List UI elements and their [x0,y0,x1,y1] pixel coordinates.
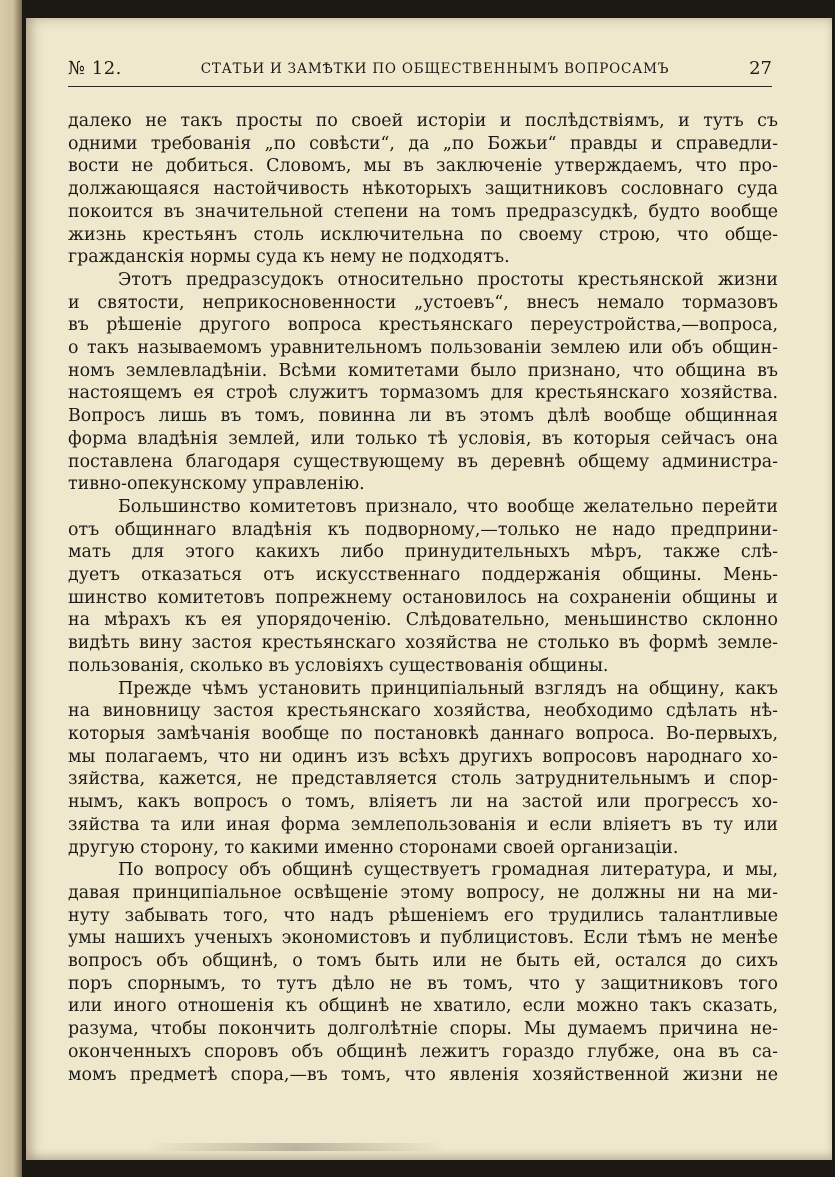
text-line: оконченныхъ споровъ объ общинѣ лежитъ гораздо глубже, она въ са- [68,1041,778,1062]
text-line: тивно-опекунскому управленію. [68,474,365,495]
text-line: мать для этого какихъ либо принудительныхъ мѣръ, также слѣ- [68,542,778,563]
text-line: въ рѣшеніе другого вопроса крестьянскаго переустройства,—вопроса, [68,315,778,336]
text-line: или иного отношенія къ общинѣ не хватило, если можно такъ сказать, [68,996,778,1017]
text-line: жизнь крестьянъ столь исключительна по своему строю, что обще- [68,224,778,245]
text-line: нымъ, какъ вопросъ о томъ, вліяетъ ли на застой или прогрессъ хо- [68,792,778,813]
text-line: нуту забывать того, что надъ рѣшеніемъ его трудились талантливые [68,905,778,926]
text-line: вопросъ объ общинѣ, о томъ быть или не быть ей, остался до сихъ [68,951,778,972]
scan-smudge [146,1143,446,1151]
paragraph-first-line: Этотъ предразсудокъ относительно простоты крестьянской жизни [118,269,778,290]
issue-number: № 12. [68,58,122,79]
page-number: 27 [749,58,772,79]
text-line: зяйства, кажется, не представляется столь затруднительнымъ и спор- [68,769,778,790]
text-line: и святости, неприкосновенности „устоевъ“, внесъ немало тормазовъ [68,292,778,313]
text-line: мы полагаемъ, что ни одинъ изъ всѣхъ другихъ вопросовъ народнаго хо- [68,746,778,767]
running-header [68,58,772,87]
text-line: дуетъ отказаться отъ искусственнаго поддержанія общины. Мень- [68,565,778,586]
text-line: поръ спорнымъ, то тутъ дѣло не въ томъ, что у защитниковъ того [68,973,778,994]
text-line: зяйства та или иная форма землепользованія и если вліяетъ въ ту или [68,814,778,835]
text-line: момъ предметѣ спора,—въ томъ, что явленія хозяйственной жизни не [68,1064,778,1085]
article-body [68,110,778,1086]
paragraph-first-line: По вопросу объ общинѣ существуетъ громадная литература, и мы, [118,860,778,881]
text-line: номъ землевладѣніи. Всѣми комитетами было признано, что община въ [68,360,778,381]
text-line: которыя замѣчанія вообще по постановкѣ даннаго вопроса. Во-первыхъ, [68,723,778,744]
text-line: поставлена благодаря существующему въ деревнѣ общему администра- [68,451,778,472]
text-line: вости не добиться. Словомъ, мы въ заключеніе утверждаемъ, что про- [68,156,778,177]
text-line: о такъ называемомъ уравнительномъ пользованіи землею или объ общин- [68,338,778,359]
text-line: на мѣрахъ къ ея упорядоченію. Слѣдовательно, меньшинство склонно [68,610,778,631]
paragraph-first-line: Прежде чѣмъ установить принципіальный взглядъ на общину, какъ [118,678,778,699]
running-title: СТАТЬИ И ЗАМѢТКИ ПО ОБЩЕСТВЕННЫМЪ ВОПРОСАМЪ [200,61,670,77]
previous-page-edge [0,0,22,1177]
text-line: настоящемъ ея строѣ служитъ тормазомъ для крестьянскаго хозяйства. [68,383,778,404]
text-line: разума, чтобы покончить долголѣтніе споры. Мы думаемъ причина не- [68,1019,778,1040]
text-line: шинство комитетовъ попрежнему остановилось на сохраненіи общины и [68,587,778,608]
text-line: давая принципіальное освѣщеніе этому вопросу, не должны ни на ми- [68,882,778,903]
text-line: на виновницу застоя крестьянскаго хозяйства, необходимо сдѣлать нѣ- [68,701,778,722]
text-line: видѣть вину застоя крестьянскаго хозяйства не столько въ формѣ земле- [68,633,778,654]
paragraph-first-line: Большинство комитетовъ признало, что вообще желательно перейти [118,496,778,517]
text-line: пользованія, сколько въ условіяхъ существованія общины. [68,655,609,676]
text-line: форма владѣнія землей, или только тѣ условія, въ которыя сейчасъ она [68,428,778,449]
text-line: далеко не такъ просты по своей исторіи и послѣдствіямъ, и тутъ съ [68,111,778,131]
text-line: гражданскія нормы суда къ нему не подходятъ. [68,247,510,268]
text-line: другую сторону, то какими именно сторонами своей организаціи. [68,837,679,858]
book-page [26,18,832,1160]
text-line: отъ общиннаго владѣнія къ подворному,—только не надо предприни- [68,519,778,540]
text-line: умы нашихъ ученыхъ экономистовъ и публицистовъ. Если тѣмъ не менѣе [68,928,778,949]
text-line: должающаяся настойчивость нѣкоторыхъ защитниковъ сословнаго суда [68,179,778,200]
text-line: одними требованія „по совѣсти“, да „по Божьи“ правды и справедли- [68,133,778,154]
text-line: покоится въ значительной степени на томъ предразсудкѣ, будто вообще [68,201,778,222]
text-line: Вопросъ лишь въ томъ, повинна ли въ этомъ дѣлѣ вообще общинная [68,406,778,427]
